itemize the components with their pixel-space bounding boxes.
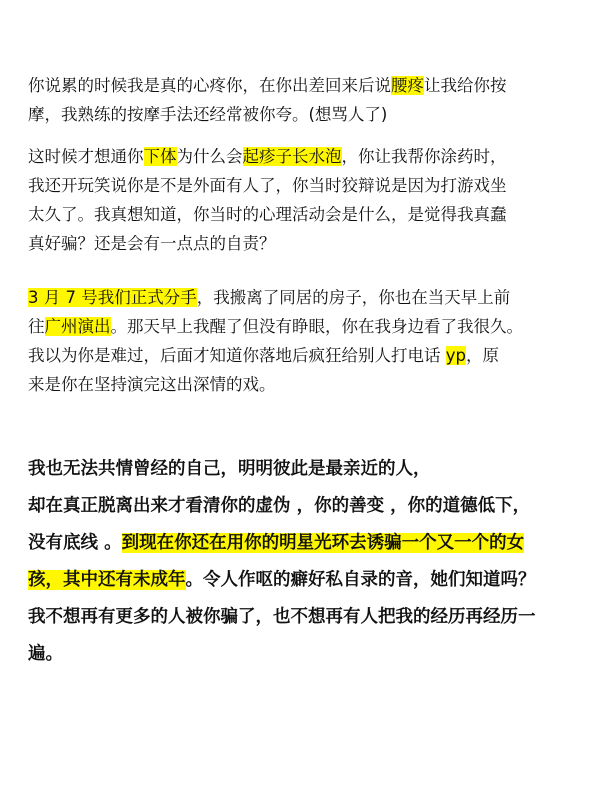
- text-line: [28, 313, 523, 341]
- text-span: 为什么会: [176, 147, 243, 166]
- text-span: 我还开玩笑说你是不是外面有人了，你当时狡辩说是因为打游戏坐: [28, 176, 507, 195]
- text-line: [28, 342, 499, 370]
- text-line: [28, 101, 387, 129]
- text-line: [28, 371, 276, 399]
- highlighted-text: 起疹子长水泡: [242, 147, 342, 166]
- text-span: 我也无法共情曾经的自己，明明彼此是最亲近的人，: [28, 459, 431, 479]
- text-span: ，我搬离了同居的房子，你也在当天早上前: [196, 288, 511, 307]
- text-span: 却在真正脱离出来才看清你的虚伪 ，你的善变 ，你的道德低下，: [28, 496, 531, 516]
- text-line: [28, 455, 431, 483]
- highlighted-text: 下体: [143, 147, 177, 166]
- text-span: 让我给你按: [424, 76, 507, 95]
- text-line: [28, 529, 524, 557]
- text-line: [28, 143, 507, 171]
- text-span: 遍。: [28, 644, 63, 664]
- text-line: [28, 640, 63, 668]
- highlighted-text: 3 月 7 号我们正式分手: [28, 288, 197, 307]
- text-span: 太久了。我真想知道，你当时的心理活动会是什么，是觉得我真蠢: [28, 205, 507, 224]
- text-span: 这时候才想通你: [28, 147, 144, 166]
- text-span: 没有底线 。: [28, 533, 122, 553]
- text-span: 摩，我熟练的按摩手法还经常被你夸。(想骂人了): [28, 105, 388, 124]
- text-span: 。令人作呕的癖好私自录的音，她们知道吗？: [185, 570, 536, 590]
- text-span: 我以为你是难过，后面才知道你落地后疯狂给别人打电话: [28, 346, 446, 365]
- text-span: ，原: [466, 346, 499, 365]
- text-span: 我不想再有更多的人被你骗了，也不想再有人把我的经历再经历一: [28, 607, 536, 627]
- text-line: [28, 284, 510, 312]
- text-span: 来是你在坚持演完这出深情的戏。: [28, 375, 276, 394]
- text-line: [28, 566, 536, 594]
- text-line: [28, 201, 507, 229]
- text-line: [28, 603, 536, 631]
- highlighted-text: 腰疼: [391, 76, 424, 95]
- text-line: [28, 492, 530, 520]
- text-line: [28, 172, 507, 200]
- highlighted-text: 到现在你还在用你的明星光环去诱骗一个又一个的女: [121, 533, 525, 553]
- text-line: [28, 230, 276, 258]
- highlighted-text: yp: [445, 346, 466, 365]
- text-span: 。那天早上我醒了但没有睁眼，你在我身边看了我很久。: [110, 317, 523, 336]
- highlighted-text: 广州演出: [44, 317, 111, 336]
- highlighted-text: 孩，其中还有未成年: [28, 570, 186, 590]
- text-span: 往: [28, 317, 45, 336]
- text-span: ，你让我帮你涂药时，: [341, 147, 507, 166]
- text-line: [28, 72, 507, 100]
- text-span: 你说累的时候我是真的心疼你，在你出差回来后说: [28, 76, 391, 95]
- text-span: 真好骗？还是会有一点点的自责？: [28, 234, 276, 253]
